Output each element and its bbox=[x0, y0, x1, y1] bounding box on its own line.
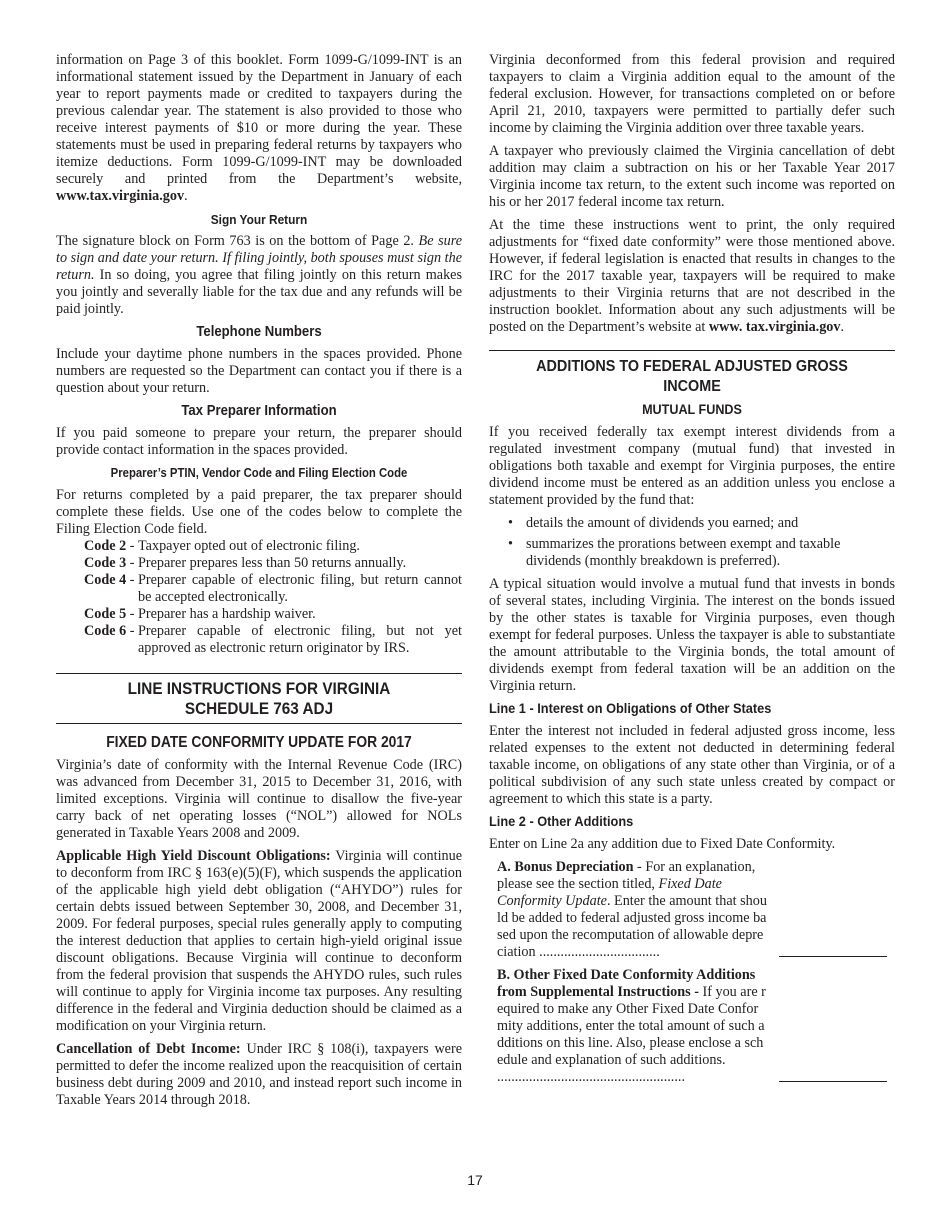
sign-return-heading: Sign Your Return bbox=[210, 212, 308, 227]
cod-paragraph: Cancellation of Debt Income: Under IRC § 108(i), taxpayers were permitted to defer the income realized upon the reacquisition of certain business debt during 2009 and 2010, and instead report such income in Taxable Years 2014 through 2018. bbox=[56, 1041, 463, 1108]
ptin-paragraph: For returns completed by a paid preparer, the tax preparer should complete these fields. Use one of the codes below to complete the Filing Election Code field. bbox=[56, 487, 462, 537]
line1-paragraph: Enter the interest not included in federal adjusted gross income, less related expenses to the extent not deducted in determining federal taxable income, on obligations of any state other than Virginia, or of a political subdivision of any such state unless created by compact or agreement to which this state is a party. bbox=[489, 723, 895, 807]
sign-return-paragraph: The signature block on Form 763 is on the bottom of Page 2. Be sure to sign and date your return. If filing jointly, both spouses must sign the return. In so doing, you agree that filing jointly on this return makes you jointly and severally liable for the tax due and any refunds will be paid jointly. bbox=[56, 233, 462, 317]
code-item: Code 5 - Preparer has a hardship waiver. bbox=[84, 606, 316, 622]
filing-codes-list bbox=[84, 538, 462, 657]
code-item: Code 6 - Preparer capable of electronic filing, but not yet approved as electronic return originator by IRS. bbox=[84, 623, 462, 656]
list-item: • details the amount of dividends you earned; and bbox=[489, 515, 895, 532]
other-additions-amount-line[interactable] bbox=[779, 1080, 887, 1082]
code-item: Code 2 - Taxpayer opted out of electronic filing. bbox=[84, 538, 360, 554]
fixed-date-paragraph: Virginia’s date of conformity with the Internal Revenue Code (IRC) was advanced from December 31, 2015 to December 31, 2016, with limited exceptions. Virginia will continue to disallow the five-year carry back of net operating losses (“NOL”) allowed for NOLs generated in Taxable Years 2008 and 2009. bbox=[56, 757, 462, 841]
other-additions-text: B. Other Fixed Date Conformity Additions from Supplemental Instructions - If you are required to make any Other Fixed Date Conformity additions, enter the total amount of such additions on this line. Also, please enclose a schedule and explanation of such additions. ..................................................... bbox=[497, 967, 766, 1085]
list-item: • summarizes the prorations between exempt and taxable dividends (monthly breakdown is preferred). bbox=[489, 536, 895, 570]
preparer-heading: Tax Preparer Information bbox=[181, 403, 337, 419]
fixed-date-heading: FIXED DATE CONFORMITY UPDATE FOR 2017 bbox=[106, 734, 412, 751]
code-item: Code 4 - Preparer capable of electronic filing, but return cannot be accepted electronically. bbox=[84, 572, 462, 605]
telephone-paragraph: Include your daytime phone numbers in the spaces provided. Phone numbers are requested so the Department can contact you if there is a question about your return. bbox=[56, 346, 462, 396]
mutual-funds-paragraph: If you received federally tax exempt interest dividends from a regulated investment company (mutual fund) that invested in obligations both taxable and exempt for Virginia purposes, the entire dividend income must be entered as an addition unless you enclose a statement provided by the fund that: bbox=[489, 424, 895, 508]
section-divider bbox=[489, 350, 895, 351]
typical-situation-paragraph: A typical situation would involve a mutual fund that invests in bonds of several states, including Virginia. The interest on the bonds issued by the other states is taxable for Virginia purposes, even though exempt for federal purposes. Unless the taxpayer is able to substantiate the amount attributable to the Virginia bonds, the total amount of dividends exempt from federal taxation will be an addition on the Virginia return. bbox=[489, 576, 895, 694]
bonus-depreciation-entry bbox=[497, 859, 895, 961]
line1-heading: Line 1 - Interest on Obligations of Other States bbox=[489, 701, 772, 717]
ptin-heading: Preparer’s PTIN, Vendor Code and Filing Election Code bbox=[110, 466, 408, 480]
schedule-title: SCHEDULE 763 ADJ bbox=[184, 699, 334, 718]
line2-paragraph: Enter on Line 2a any addition due to Fixed Date Conformity. bbox=[489, 836, 836, 852]
other-additions-entry bbox=[497, 967, 895, 1086]
mutual-funds-heading: MUTUAL FUNDS bbox=[642, 401, 742, 417]
preparer-paragraph: If you paid someone to prepare your return, the preparer should provide contact information in the spaces provided. bbox=[56, 425, 462, 458]
right-column bbox=[489, 52, 895, 1092]
line-instructions-title: LINE INSTRUCTIONS FOR VIRGINIA bbox=[127, 679, 391, 698]
intro-paragraph: information on Page 3 of this booklet. Form 1099-G/1099-INT is an informational statement issued by the Department in January of each year to report payments made or credited to taxpayers during the previous calendar year. The statement is also provided to those who receive interest payments of $10 or more during the year. These statements must be used in preparing federal returns by taxpayers who itemize deductions. Form 1099-G/1099-INT may be downloaded securely and printed from the Department’s website, www.tax.virginia.gov. bbox=[56, 52, 462, 204]
prior-claim-paragraph: A taxpayer who previously claimed the Virginia cancellation of debt addition may claim a subtraction on his or her Taxable Year 2017 Virginia income tax return, to the extent such income was reported on his or her 2017 federal income tax return. bbox=[489, 143, 895, 210]
website-link[interactable]: www.tax.virginia.gov bbox=[56, 188, 185, 204]
line-instructions-title-box bbox=[56, 673, 462, 724]
page-number: 17 bbox=[467, 1172, 483, 1188]
fund-statement-list bbox=[489, 515, 895, 570]
ahydo-paragraph: Applicable High Yield Discount Obligations: Virginia will continue to deconform from IRC § 163(e)(5)(F), which suspends the application of the applicable high yield debt obligation (“AHYDO”) rules for certain debts issued between September 30, 2008, and December 31, 2009. For federal purposes, special rules generally apply to computing the interest deduction that applies to certain high-yield original issue discount obligations. Because Virginia will continue to deconform from the federal provision that suspends the AHYDO rules, such rules will continue to apply for Virginia income tax purposes. Any resulting difference in the federal and Virginia deduction should be claimed as a modification on your Virginia return. bbox=[56, 848, 463, 1034]
left-column bbox=[56, 52, 462, 1115]
additions-heading: ADDITIONS TO FEDERAL ADJUSTED GROSS INCOME bbox=[536, 358, 848, 395]
deconform-paragraph: Virginia deconformed from this federal provision and required taxpayers to claim a Virginia addition equal to the amount of the federal exclusion. However, for transactions completed on or before April 21, 2010, taxpayers were permitted to partially defer such income by claiming the Virginia addition over three taxable years. bbox=[489, 52, 895, 136]
bonus-depreciation-amount-line[interactable] bbox=[779, 955, 887, 957]
print-time-paragraph: At the time these instructions went to print, the only required adjustments for “fixed date conformity” were those mentioned above. However, if federal legislation is enacted that results in changes to the IRC for the 2017 taxable year, taxpayers will be required to make adjustments to their Virginia returns that are not described in the instruction booklet. Information about any such adjustments will be posted on the Department’s website at www. tax.virginia.gov. bbox=[489, 217, 895, 335]
line2-heading: Line 2 - Other Additions bbox=[489, 814, 634, 830]
website-link[interactable]: www. tax.virginia.gov bbox=[708, 319, 841, 335]
telephone-heading: Telephone Numbers bbox=[196, 324, 322, 340]
code-item: Code 3 - Preparer prepares less than 50 returns annually. bbox=[84, 555, 407, 571]
bonus-depreciation-text: A. Bonus Depreciation - For an explanation, please see the section titled, Fixed Date Conformity Update. Enter the amount that should be added to federal adjusted gross income based upon the recomputation of allowable depreciation .................................. bbox=[497, 859, 767, 960]
